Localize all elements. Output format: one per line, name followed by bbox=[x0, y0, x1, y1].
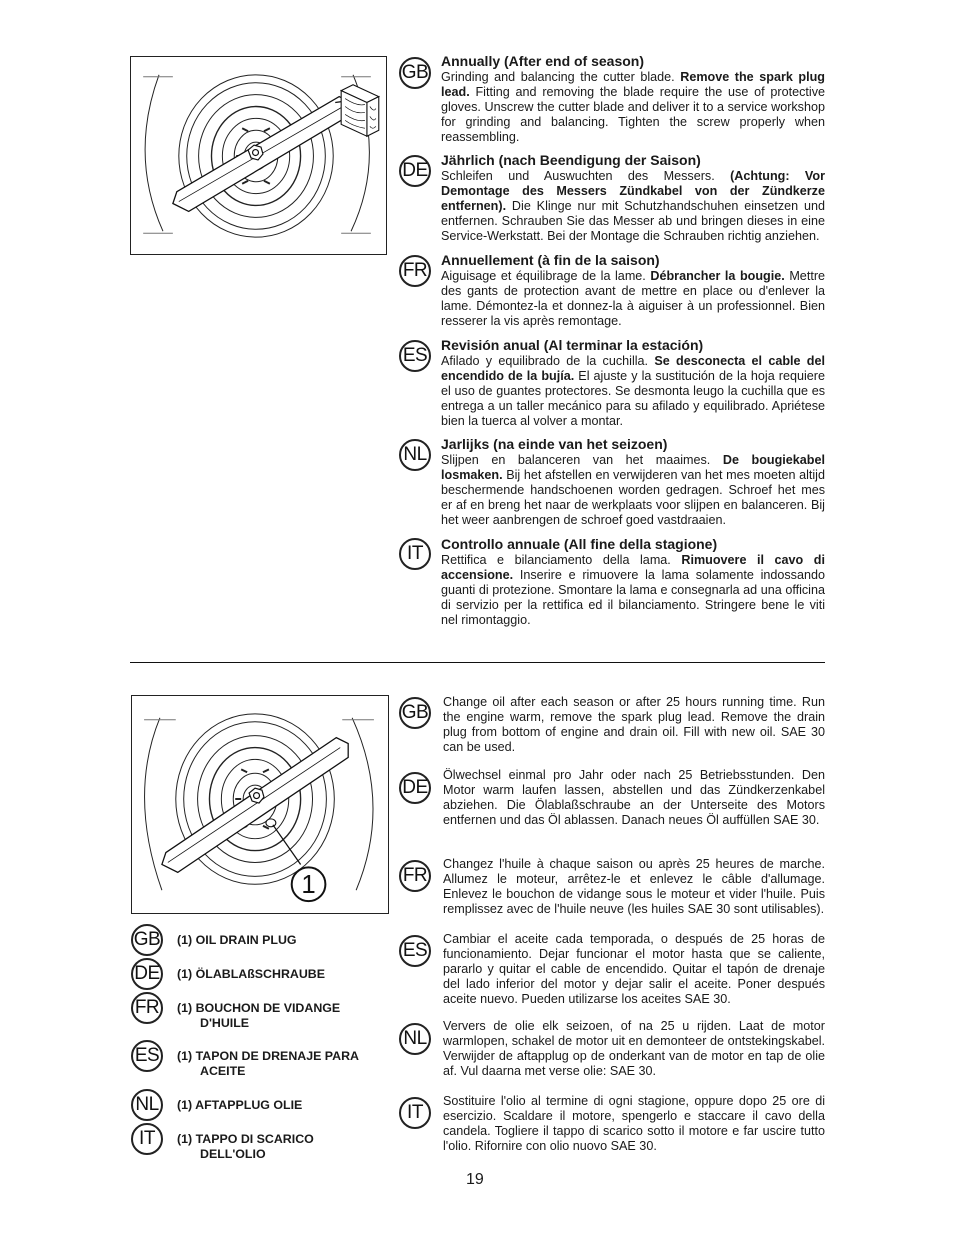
entry-body bbox=[441, 269, 825, 329]
callout-number: 1 bbox=[301, 871, 316, 900]
it-language-badge-icon: IT bbox=[399, 1097, 431, 1129]
entry-body bbox=[441, 169, 825, 244]
oil-change-entry-fr bbox=[443, 857, 825, 917]
entry-warning-text: Rimuovere il cavo di accensione. bbox=[441, 553, 825, 582]
it-language-badge-icon: IT bbox=[399, 538, 431, 570]
legend-number: (1) bbox=[177, 1049, 193, 1063]
entry-text: Slijpen en balanceren van het maaimes. bbox=[441, 453, 723, 467]
oil-drain-illustration bbox=[132, 696, 388, 913]
entry-warning-text: Débrancher la bougie. bbox=[650, 269, 785, 283]
maintenance-entry-nl bbox=[441, 436, 825, 528]
legend-label: AFTAPPLUG OLIE bbox=[195, 1098, 303, 1112]
it-legend-badge-icon: IT bbox=[131, 1123, 163, 1155]
section-divider bbox=[130, 662, 825, 663]
nl-language-badge-icon: NL bbox=[399, 439, 431, 471]
entry-title: Jarlijks (na einde van het seizoen) bbox=[441, 436, 668, 452]
entry-warning-text: Se desconecta el cable del encendido de la bujía. bbox=[441, 354, 825, 383]
legend-item-nl bbox=[177, 1098, 387, 1113]
oil-change-entry-gb bbox=[443, 695, 825, 755]
legend-number: (1) bbox=[177, 1132, 193, 1146]
maintenance-entry-it bbox=[441, 536, 825, 628]
entry-text: Die Klinge nur mit Schutzhandschuhen einsetzen und entfernen. Schrauben Sie das Messer ab und bringen dieses in eine Service-Werkstatt. Bei der Montage die Schrauben richtig anziehen. bbox=[441, 198, 825, 243]
entry-warning-text: Remove the spark plug lead. bbox=[441, 70, 825, 99]
entry-text: Mettre des gants de protection avant de mettre en place ou d'enlever la lame. Démontez-la et donnez-la à aiguiser à un professionnel. Bien resserer la vis après remontage. bbox=[441, 269, 826, 328]
nl-language-badge-icon: NL bbox=[399, 1023, 431, 1055]
entry-body bbox=[441, 70, 825, 145]
fr-legend-badge-icon: FR bbox=[131, 992, 163, 1024]
entry-text: Grinding and balancing the cutter blade. bbox=[441, 70, 681, 84]
legend-item-gb bbox=[177, 933, 387, 948]
oil-change-entry-it bbox=[443, 1094, 825, 1154]
de-language-badge-icon: DE bbox=[399, 155, 431, 187]
gb-language-badge-icon: GB bbox=[399, 57, 431, 89]
entry-title: Annuellement (à fin de la saison) bbox=[441, 252, 660, 268]
oil-change-entry-es bbox=[443, 932, 825, 1007]
legend-number: (1) bbox=[177, 967, 193, 981]
legend-label-continued: DELL'OLIO bbox=[200, 1147, 266, 1161]
nl-legend-badge-icon: NL bbox=[131, 1089, 163, 1121]
oil-change-entry-nl bbox=[443, 1019, 825, 1079]
legend-number: (1) bbox=[177, 933, 193, 947]
legend-item-de bbox=[177, 967, 387, 982]
gb-language-badge-icon: GB bbox=[399, 697, 431, 729]
entry-body: Sostituire l'olio al termine di ogni stagione, oppure dopo 25 ore di esercizio. Scaldare il motore, spengerlo e staccare il cavo della candela. Togliere il tappo di scarico sotto il motore e far uscire tutto l'olio. Rifornire con olio nuovo SAE 30. bbox=[443, 1094, 825, 1153]
entry-body bbox=[441, 553, 825, 628]
entry-body: Ölwechsel einmal pro Jahr oder nach 25 Betriebsstunden. Den Motor warm laufen lassen, abstellen und das Zündkerzenkabel abziehen. Die Ölablaßschraube an der Unterseite des Motors entfernen und das Öl ablassen. Danach neues Öl auffüllen SAE 30. bbox=[443, 768, 825, 827]
entry-title: Annually (After end of season) bbox=[441, 53, 645, 69]
entry-body bbox=[441, 354, 825, 429]
oil-change-entry-de bbox=[443, 768, 825, 828]
maintenance-entry-gb bbox=[441, 53, 825, 145]
fr-language-badge-icon: FR bbox=[399, 860, 431, 892]
page-number: 19 bbox=[466, 1171, 484, 1188]
legend-label: BOUCHON DE VIDANGE bbox=[195, 1001, 341, 1015]
entry-text: Afilado y equilibrado de la cuchilla. bbox=[441, 354, 655, 368]
entry-text: Aiguisage et équilibrage de la lame. bbox=[441, 269, 651, 283]
entry-text: Bij het afstellen en verwijderen van het mes moeten altijd beschermende handschoenen worden gedragen. Schroef het mes er af en breng het naar de werkplaats voor slijpen en balanceren. Bij het weer aanbrengen de schroef goed vastdraaien. bbox=[441, 467, 825, 527]
maintenance-entry-es bbox=[441, 337, 825, 429]
entry-warning-text: (Achtung: Vor Demontage des Messers Zündkabel von der Zündkerze entfernen). bbox=[441, 169, 825, 213]
blade-removal-illustration bbox=[131, 57, 386, 254]
entry-title: Controllo annuale (All fine della stagione) bbox=[441, 536, 718, 552]
gb-legend-badge-icon: GB bbox=[131, 924, 163, 956]
es-language-badge-icon: ES bbox=[399, 340, 431, 372]
es-legend-badge-icon: ES bbox=[131, 1040, 163, 1072]
legend-item-it bbox=[177, 1132, 387, 1162]
blade-removal-figure bbox=[130, 56, 387, 255]
legend-label: ÖLABLAßSCHRAUBE bbox=[195, 967, 326, 981]
entry-text: Inserire e rimuovere la lama solamente indossando guanti di protezione. Smontare la lama e consegnarla ad una officina di servizio per la rettifica ed il bilanciamento. Stringere bene le viti nel rimontaggio. bbox=[441, 567, 825, 627]
de-language-badge-icon: DE bbox=[399, 772, 431, 804]
entry-body: Ververs de olie elk seizoen, of na 25 u rijden. Laat de motor warmlopen, schakel de motor uit en demonteer de ontstekingskabel. Verwijder de aftapplug op de onderkant van de motor en tap de olie af. Vul daarna met verse olie: SAE 30. bbox=[443, 1019, 825, 1078]
fr-language-badge-icon: FR bbox=[399, 255, 431, 287]
es-language-badge-icon: ES bbox=[399, 935, 431, 967]
legend-number: (1) bbox=[177, 1001, 193, 1015]
entry-text: Rettifica e bilanciamento della lama. bbox=[441, 553, 682, 567]
entry-body bbox=[441, 453, 825, 528]
entry-body: Cambiar el aceite cada temporada, o después de 25 horas de funcionamiento. Dejar funcionar el motor hasta que se caliente, pararlo y quitar el cable de encendido. Quitar el tapón de drenaje del lado inferior del motor y dejar salir el aceite. Poner después aceite nuevo. Pueden utilizarse los aceites SAE 30. bbox=[443, 932, 825, 1006]
maintenance-entry-fr bbox=[441, 252, 825, 329]
legend-label: TAPON DE DRENAJE PARA bbox=[195, 1049, 359, 1063]
entry-text: Schleifen und Auswuchten des Messers. bbox=[441, 169, 731, 183]
maintenance-entry-de bbox=[441, 152, 825, 244]
legend-label-continued: ACEITE bbox=[200, 1064, 246, 1078]
entry-body: Changez l'huile à chaque saison ou après 25 heures de marche. Allumez le moteur, arrêtez-le et enlevez le câble d'allumage. Enlevez le bouchon de vidange sous le moteur et vider l'huile. Puis remplissez avec de l'huile neuve (les huiles SAE 30 sont utilisables). bbox=[443, 857, 825, 916]
legend-label: OIL DRAIN PLUG bbox=[195, 933, 297, 947]
legend-label: TAPPO DI SCARICO bbox=[195, 1132, 314, 1146]
entry-title: Revisión anual (Al terminar la estación) bbox=[441, 337, 704, 353]
legend-item-fr bbox=[177, 1001, 387, 1031]
entry-warning-text: De bougiekabel losmaken. bbox=[441, 453, 825, 482]
entry-text: El ajuste y la sustitución de la hoja requiere el uso de guantes protectores. Se desmonta leugo la cuchilla que es entrega a un taller mecánico para su afilado y equilibrado. Apriétese bien la tuerca al volver a montar. bbox=[441, 368, 825, 428]
legend-item-es bbox=[177, 1049, 387, 1079]
entry-title: Jährlich (nach Beendigung der Saison) bbox=[441, 152, 701, 168]
legend-label-continued: D'HUILE bbox=[200, 1016, 250, 1030]
entry-body: Change oil after each season or after 25 hours running time. Run the engine warm, remove the spark plug lead. Remove the drain plug from bottom of engine and drain oil. Fill with new oil. SAE 30 can be used. bbox=[443, 695, 825, 754]
de-legend-badge-icon: DE bbox=[131, 958, 163, 990]
legend-number: (1) bbox=[177, 1098, 193, 1112]
entry-text: Fitting and removing the blade require the use of protective gloves. Unscrew the cutter blade and deliver it to a service workshop for grinding and balancing. Tighten the screw properly when reassembling. bbox=[441, 84, 825, 144]
oil-drain-figure bbox=[131, 695, 389, 914]
